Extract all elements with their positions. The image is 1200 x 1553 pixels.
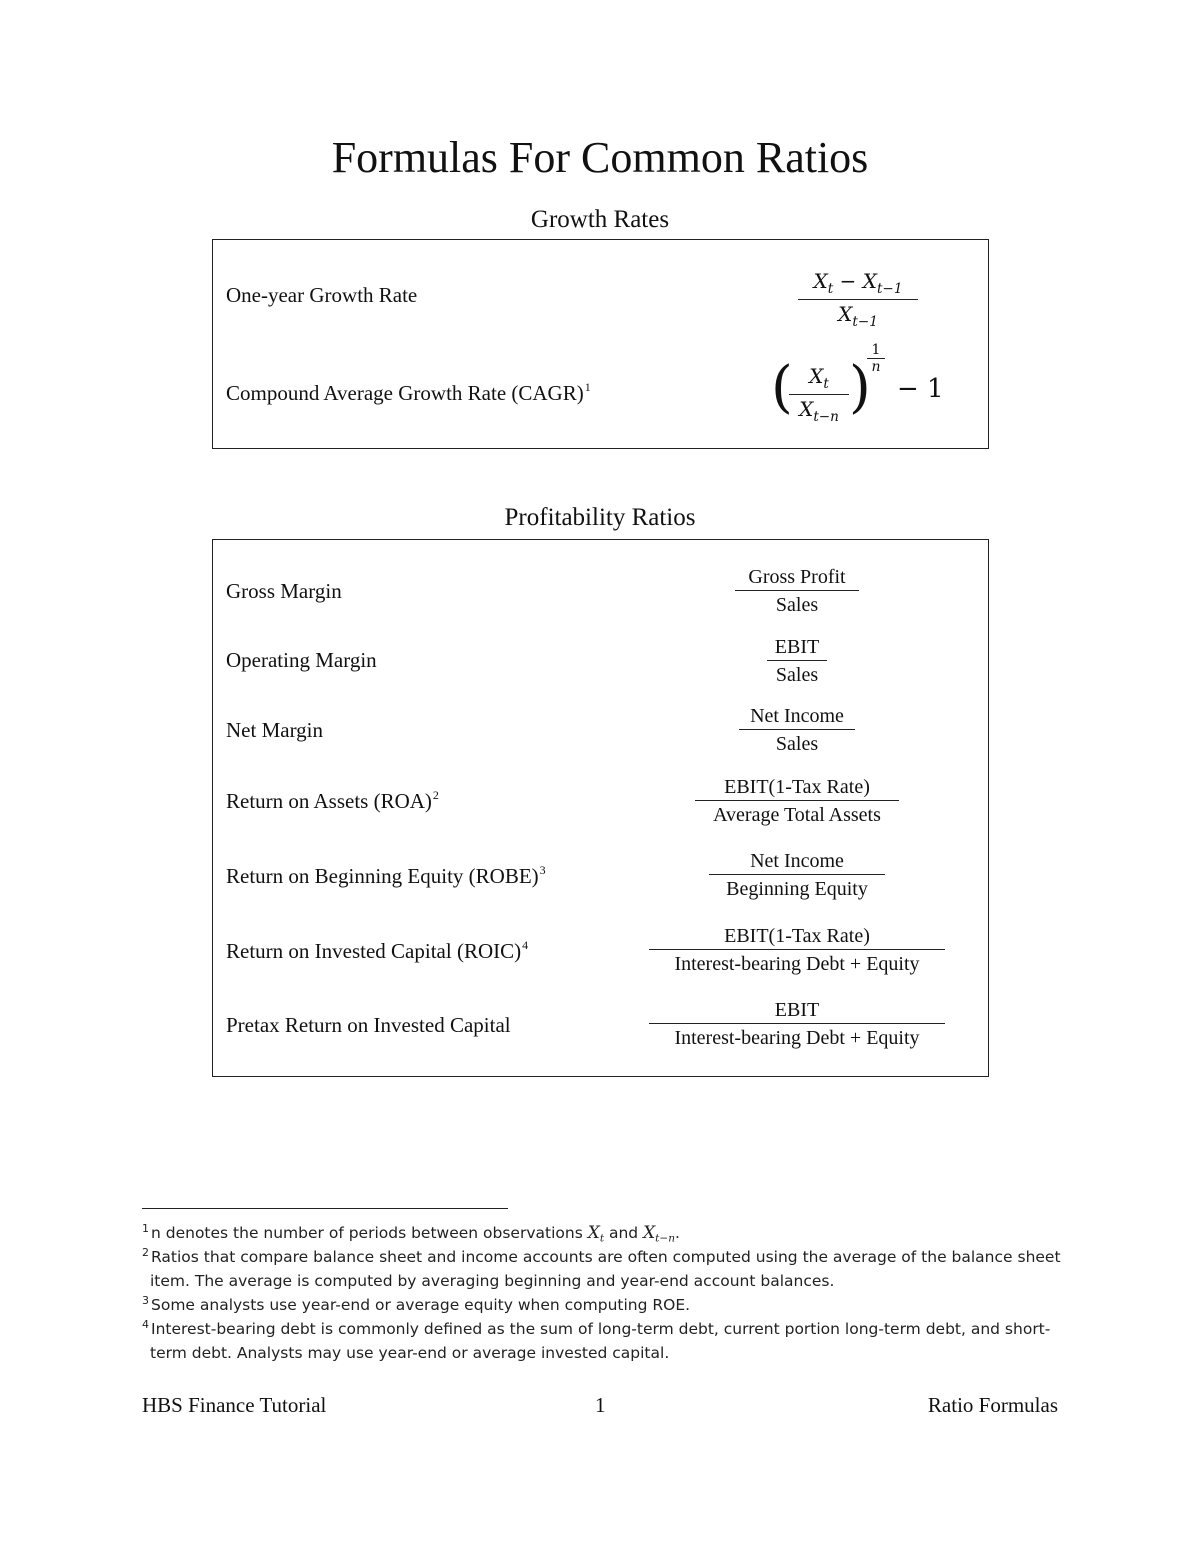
numerator: EBIT(1-Tax Rate) xyxy=(695,777,899,801)
footnote-4: $^4$ Interest-bearing debt is commonly defined as the sum of long-term debt, current portion long-term debt, and short- term debt. Analysts may use year-end or average invested capital. xyxy=(142,1318,1051,1362)
numerator: Net Income xyxy=(709,851,885,875)
robe-formula xyxy=(709,851,885,899)
denominator: Sales xyxy=(775,733,819,755)
footnote-3: $^3$ Some analysts use year-end or average equity when computing ROE. xyxy=(142,1294,691,1314)
denominator: Interest-bearing Debt + Equity xyxy=(674,1027,920,1049)
profit-row-gross-margin: Gross Margin xyxy=(226,579,342,603)
numerator: EBIT xyxy=(649,1000,945,1024)
footnote-rule xyxy=(142,1208,508,1209)
row-label: Compound Average Growth Rate (CAGR) xyxy=(226,381,584,405)
operating-margin-formula xyxy=(767,637,827,685)
profit-row-robe: Return on Beginning Equity (ROBE)$^3$ xyxy=(226,863,546,888)
denominator: Sales xyxy=(775,664,819,686)
profitability-heading: Profitability Ratios xyxy=(504,504,696,531)
denominator: Sales xyxy=(775,594,819,616)
footnote-ref: 2 xyxy=(432,788,439,802)
pretax-roic-formula xyxy=(649,1000,945,1048)
footnote-ref: 4 xyxy=(522,938,529,952)
numerator: EBIT xyxy=(767,637,827,661)
growth-rates-heading: Growth Rates xyxy=(530,206,670,233)
footnote-2: $^2$ Ratios that compare balance sheet and income accounts are often computed using the average of the balance sheet item. The average is computed by averaging beginning and year-end account balances. xyxy=(142,1246,1061,1290)
cagr-fraction: $\frac{X_t}{X_{t-n}}$ xyxy=(789,366,849,425)
row-label: One-year Growth Rate xyxy=(226,283,418,307)
denominator: Interest-bearing Debt + Equity xyxy=(674,953,920,975)
footnote-1: $^1$ n denotes the number of periods between observations $X_t$ and $X_{t-n}$. xyxy=(142,1222,680,1245)
gross-margin-formula xyxy=(735,567,859,615)
footer-right: Ratio Formulas xyxy=(927,1393,1058,1417)
roa-formula xyxy=(695,777,899,825)
one-year-growth-formula: $\frac{X_t - X_{t-1}}{X_{t-1}}$ xyxy=(798,271,918,330)
left-paren: ( xyxy=(771,355,793,420)
profit-row-pretax-roic: Pretax Return on Invested Capital xyxy=(226,1013,511,1037)
footer-page-number: 1 xyxy=(595,1393,606,1417)
right-paren: ) xyxy=(849,355,871,420)
roic-formula xyxy=(649,926,945,974)
numerator: Gross Profit xyxy=(735,567,859,591)
growth-rates-box xyxy=(212,239,989,449)
footnote-ref: 1 xyxy=(584,380,591,394)
page-title: Formulas For Common Ratios xyxy=(331,133,869,182)
profitability-box xyxy=(212,539,989,1077)
profit-row-roic: Return on Invested Capital (ROIC)$^4$ xyxy=(226,938,529,963)
denominator: Average Total Assets xyxy=(713,804,881,826)
profit-row-net-margin: Net Margin xyxy=(226,718,324,742)
growth-row-cagr xyxy=(226,380,591,406)
cagr-minus-one: − 1 xyxy=(897,374,944,404)
cagr-exponent: $\frac{1}{n}$ xyxy=(867,343,885,374)
footer-left: HBS Finance Tutorial xyxy=(142,1393,327,1417)
denominator: Beginning Equity xyxy=(726,878,868,900)
numerator: Net Income xyxy=(739,706,855,730)
net-margin-formula xyxy=(739,706,855,754)
profit-row-roa: Return on Assets (ROA)$^2$ xyxy=(226,788,439,813)
profit-row-operating-margin: Operating Margin xyxy=(226,648,377,672)
numerator: EBIT(1-Tax Rate) xyxy=(649,926,945,950)
footnote-ref: 3 xyxy=(539,863,546,877)
growth-row-one-year xyxy=(226,283,417,308)
